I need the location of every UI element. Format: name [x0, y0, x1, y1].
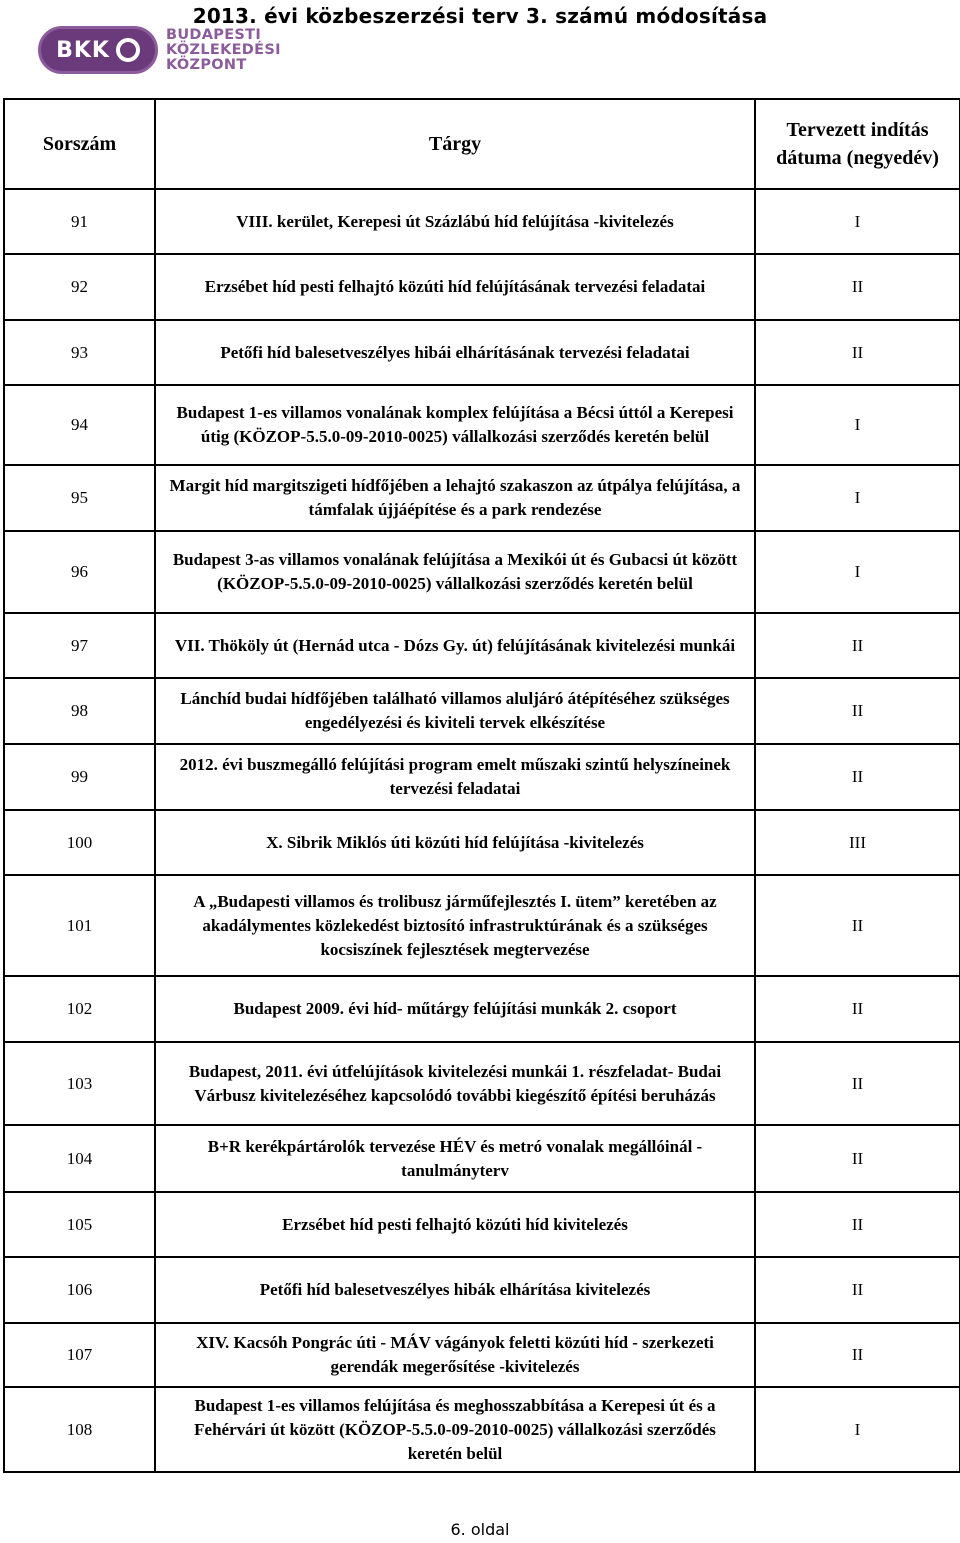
- row-quarter: II: [755, 254, 960, 320]
- row-quarter: I: [755, 465, 960, 531]
- row-subject: Budapest, 2011. évi útfelújítások kivitelezési munkái 1. részfeladat- Budai Várbusz kivitelezéséhez kapcsolódó további kiegészítő építési beruházás: [155, 1042, 755, 1125]
- row-number: 104: [4, 1125, 155, 1192]
- row-number: 98: [4, 678, 155, 744]
- row-subject: VII. Thököly út (Hernád utca - Dózs Gy. út) felújításának kivitelezési munkái: [155, 613, 755, 678]
- table-row: [4, 1323, 960, 1387]
- header-sorszam: Sorszám: [4, 99, 155, 189]
- row-number: 108: [4, 1387, 155, 1472]
- row-subject: Margit híd margitszigeti hídfőjében a lehajtó szakaszon az útpálya felújítása, a támfalak újjáépítése és a park rendezése: [155, 465, 755, 531]
- table-row: [4, 189, 960, 254]
- row-number: 103: [4, 1042, 155, 1125]
- header-tervezett-inditas: Tervezett indítás dátuma (negyedév): [755, 99, 960, 189]
- row-subject: A „Budapesti villamos és trolibusz járműfejlesztés I. ütem” keretében az akadálymentes közlekedést biztosító infrastruktúrának és a szükséges kocsiszínek fejlesztések megtervezése: [155, 875, 755, 976]
- row-number: 99: [4, 744, 155, 810]
- table-row: [4, 1387, 960, 1472]
- row-subject: Budapest 1-es villamos felújítása és meghosszabbítása a Kerepesi út és a Fehérvári út között (KÖZOP-5.5.0-09-2010-0025) vállalkozási szerződés keretén belül: [155, 1387, 755, 1472]
- table-row: [4, 465, 960, 531]
- row-quarter: II: [755, 976, 960, 1042]
- row-quarter: III: [755, 810, 960, 875]
- logo-wordmark: [166, 28, 281, 73]
- bkk-logo-badge: [38, 26, 158, 74]
- row-quarter: II: [755, 678, 960, 744]
- row-subject: B+R kerékpártárolók tervezése HÉV és metró vonalak megállóinál - tanulmányterv: [155, 1125, 755, 1192]
- row-quarter: II: [755, 1257, 960, 1323]
- table-row: [4, 875, 960, 976]
- row-subject: Petőfi híd balesetveszélyes hibái elhárításának tervezési feladatai: [155, 320, 755, 385]
- row-number: 96: [4, 531, 155, 613]
- table-row: [4, 1257, 960, 1323]
- row-quarter: II: [755, 1192, 960, 1257]
- row-number: 91: [4, 189, 155, 254]
- row-quarter: II: [755, 1042, 960, 1125]
- row-quarter: II: [755, 1125, 960, 1192]
- row-quarter: I: [755, 531, 960, 613]
- row-number: 107: [4, 1323, 155, 1387]
- row-quarter: I: [755, 385, 960, 465]
- table-row: [4, 1192, 960, 1257]
- procurement-plan-table: [3, 98, 960, 1473]
- row-subject: Erzsébet híd pesti felhajtó közúti híd felújításának tervezési feladatai: [155, 254, 755, 320]
- row-number: 100: [4, 810, 155, 875]
- page-number: 6. oldal: [450, 1520, 510, 1539]
- table-row: [4, 976, 960, 1042]
- row-subject: X. Sibrik Miklós úti közúti híd felújítása -kivitelezés: [155, 810, 755, 875]
- row-number: 94: [4, 385, 155, 465]
- row-number: 92: [4, 254, 155, 320]
- header-targy: Tárgy: [155, 99, 755, 189]
- logo-badge-text: BKK: [56, 37, 110, 63]
- row-number: 102: [4, 976, 155, 1042]
- row-number: 101: [4, 875, 155, 976]
- row-subject: 2012. évi buszmegálló felújítási program emelt műszaki szintű helyszíneinek tervezési feladatai: [155, 744, 755, 810]
- logo-ring-icon: [116, 38, 140, 62]
- logo-line-3: KÖZPONT: [166, 56, 247, 73]
- table-row: [4, 810, 960, 875]
- table-row: [4, 613, 960, 678]
- document-title: 2013. évi közbeszerzési terv 3. számú módosítása: [192, 4, 768, 28]
- row-number: 95: [4, 465, 155, 531]
- row-number: 106: [4, 1257, 155, 1323]
- table-row: [4, 254, 960, 320]
- row-subject: Budapest 3-as villamos vonalának felújítása a Mexikói út és Gubacsi út között (KÖZOP-5.5.0-09-2010-0025) vállalkozási szerződés keretén belül: [155, 531, 755, 613]
- row-quarter: II: [755, 744, 960, 810]
- table-row: [4, 320, 960, 385]
- row-number: 93: [4, 320, 155, 385]
- row-quarter: II: [755, 1323, 960, 1387]
- table-row: [4, 744, 960, 810]
- row-quarter: I: [755, 1387, 960, 1472]
- row-subject: Budapest 1-es villamos vonalának komplex felújítása a Bécsi úttól a Kerepesi útig (KÖZOP-5.5.0-09-2010-0025) vállalkozási szerződés keretén belül: [155, 385, 755, 465]
- table-row: [4, 678, 960, 744]
- row-quarter: II: [755, 875, 960, 976]
- logo-line-1: BUDAPESTI: [166, 26, 262, 43]
- row-subject: Petőfi híd balesetveszélyes hibák elhárítása kivitelezés: [155, 1257, 755, 1323]
- table-row: [4, 385, 960, 465]
- bkk-logo: [38, 22, 281, 78]
- logo-line-2: KÖZLEKEDÉSI: [166, 41, 281, 58]
- row-subject: Erzsébet híd pesti felhajtó közúti híd kivitelezés: [155, 1192, 755, 1257]
- row-number: 97: [4, 613, 155, 678]
- table-row: [4, 531, 960, 613]
- row-number: 105: [4, 1192, 155, 1257]
- row-quarter: II: [755, 320, 960, 385]
- row-subject: XIV. Kacsóh Pongrác úti - MÁV vágányok feletti közúti híd - szerkezeti gerendák megerősítése -kivitelezés: [155, 1323, 755, 1387]
- row-quarter: I: [755, 189, 960, 254]
- row-quarter: II: [755, 613, 960, 678]
- row-subject: Budapest 2009. évi híd- műtárgy felújítási munkák 2. csoport: [155, 976, 755, 1042]
- table-header-row: [4, 99, 960, 189]
- row-subject: VIII. kerület, Kerepesi út Százlábú híd felújítása -kivitelezés: [155, 189, 755, 254]
- row-subject: Lánchíd budai hídfőjében található villamos aluljáró átépítéséhez szükséges engedélyezési és kiviteli tervek elkészítése: [155, 678, 755, 744]
- table-row: [4, 1125, 960, 1192]
- table-row: [4, 1042, 960, 1125]
